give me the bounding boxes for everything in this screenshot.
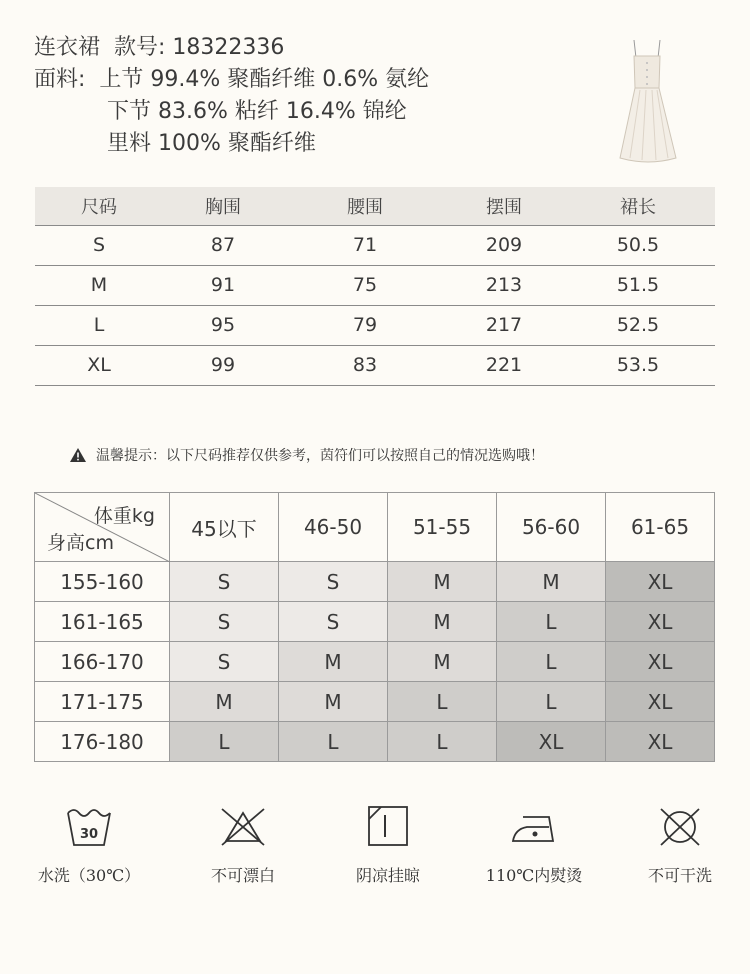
size-measurement-table bbox=[35, 187, 715, 386]
shade-dry-icon bbox=[365, 805, 411, 847]
size-cell: XL bbox=[606, 642, 715, 682]
header-waist: 腰围 bbox=[283, 187, 447, 225]
size-cell: S bbox=[170, 642, 279, 682]
size-cell: M bbox=[388, 562, 497, 602]
no-dry-clean-icon bbox=[657, 805, 703, 847]
iron-110-icon bbox=[509, 805, 559, 847]
care-item-bleach bbox=[193, 805, 293, 886]
dress-image bbox=[612, 38, 688, 166]
warning-icon bbox=[70, 448, 86, 462]
height-range: 171-175 bbox=[35, 682, 170, 722]
care-instructions bbox=[0, 805, 750, 895]
table-cell: 221 bbox=[447, 345, 561, 385]
table-row bbox=[35, 602, 715, 642]
table-cell: 52.5 bbox=[561, 305, 715, 345]
table-cell: L bbox=[35, 305, 163, 345]
size-cell: M bbox=[279, 682, 388, 722]
care-item-dryclean bbox=[630, 805, 730, 886]
table-row bbox=[35, 345, 715, 385]
size-cell: S bbox=[279, 602, 388, 642]
wash-30-icon bbox=[66, 805, 112, 847]
tip-text: 温馨提示：以下尺码推荐仅供参考，茵符们可以按照自己的情况选购哦！ bbox=[96, 448, 544, 464]
header-length: 裙长 bbox=[561, 187, 715, 225]
table-cell: 51.5 bbox=[561, 265, 715, 305]
header-size: 尺码 bbox=[35, 187, 163, 225]
table-cell: 79 bbox=[283, 305, 447, 345]
table-cell: 50.5 bbox=[561, 225, 715, 265]
weight-range: 56-60 bbox=[497, 493, 606, 562]
care-item-wash bbox=[34, 805, 144, 886]
height-range: 176-180 bbox=[35, 722, 170, 762]
fabric-row bbox=[34, 64, 429, 96]
care-label: 水洗（30℃） bbox=[37, 866, 141, 885]
weight-header-row bbox=[35, 493, 715, 562]
table-cell: 87 bbox=[163, 225, 283, 265]
weight-range: 46-50 bbox=[279, 493, 388, 562]
height-range: 166-170 bbox=[35, 642, 170, 682]
size-cell: XL bbox=[606, 562, 715, 602]
size-cell: L bbox=[497, 642, 606, 682]
size-cell: S bbox=[170, 562, 279, 602]
table-cell: 71 bbox=[283, 225, 447, 265]
size-cell: L bbox=[497, 682, 606, 722]
height-axis-label: 身高cm bbox=[47, 532, 114, 554]
size-cell: L bbox=[497, 602, 606, 642]
size-cell: M bbox=[388, 602, 497, 642]
size-recommendation-table bbox=[34, 492, 715, 762]
size-cell: M bbox=[388, 642, 497, 682]
size-cell: L bbox=[388, 682, 497, 722]
table-row bbox=[35, 682, 715, 722]
table-cell: 217 bbox=[447, 305, 561, 345]
weight-range: 61-65 bbox=[606, 493, 715, 562]
table-row bbox=[35, 722, 715, 762]
size-cell: L bbox=[279, 722, 388, 762]
care-item-dry bbox=[338, 805, 438, 886]
fabric-lower: 下节 83.6% 粘纤 16.4% 锦纶 bbox=[107, 99, 407, 124]
table-cell: S bbox=[35, 225, 163, 265]
size-cell: M bbox=[279, 642, 388, 682]
size-cell: XL bbox=[497, 722, 606, 762]
table-row bbox=[35, 642, 715, 682]
fabric-label: 面料: bbox=[34, 67, 86, 92]
style-number: 款号: 18322336 bbox=[114, 35, 285, 60]
table-cell: 209 bbox=[447, 225, 561, 265]
title-row bbox=[34, 32, 429, 64]
care-label: 不可干洗 bbox=[647, 866, 712, 885]
wash-temp-text: 30 bbox=[79, 827, 99, 842]
care-label: 阴凉挂晾 bbox=[355, 866, 420, 885]
table-cell: 53.5 bbox=[561, 345, 715, 385]
header-hem: 摆围 bbox=[447, 187, 561, 225]
height-range: 161-165 bbox=[35, 602, 170, 642]
tip-note bbox=[70, 445, 544, 465]
size-cell: M bbox=[497, 562, 606, 602]
table-cell: 91 bbox=[163, 265, 283, 305]
table-row bbox=[35, 305, 715, 345]
table-cell: M bbox=[35, 265, 163, 305]
header-bust: 胸围 bbox=[163, 187, 283, 225]
table-cell: 75 bbox=[283, 265, 447, 305]
care-label: 110℃内熨烫 bbox=[485, 866, 583, 885]
size-cell: S bbox=[170, 602, 279, 642]
size-cell: XL bbox=[606, 602, 715, 642]
no-bleach-icon bbox=[220, 805, 266, 847]
weight-axis-label: 体重kg bbox=[93, 505, 155, 527]
table-cell: 213 bbox=[447, 265, 561, 305]
size-cell: XL bbox=[606, 682, 715, 722]
fabric-upper: 上节 99.4% 聚酯纤维 0.6% 氨纶 bbox=[99, 67, 430, 92]
table-cell: 95 bbox=[163, 305, 283, 345]
table-row bbox=[35, 225, 715, 265]
product-spec bbox=[34, 32, 429, 160]
height-range: 155-160 bbox=[35, 562, 170, 602]
care-label: 不可漂白 bbox=[210, 866, 275, 885]
size-cell: L bbox=[388, 722, 497, 762]
table-row bbox=[35, 265, 715, 305]
table-header-row bbox=[35, 187, 715, 225]
table-cell: XL bbox=[35, 345, 163, 385]
size-cell: M bbox=[170, 682, 279, 722]
table-row bbox=[35, 562, 715, 602]
care-item-iron bbox=[478, 805, 590, 886]
table-cell: 83 bbox=[283, 345, 447, 385]
corner-header bbox=[35, 493, 170, 562]
size-cell: L bbox=[170, 722, 279, 762]
size-cell: XL bbox=[606, 722, 715, 762]
table-cell: 99 bbox=[163, 345, 283, 385]
lining: 里料 100% 聚酯纤维 bbox=[107, 131, 316, 156]
weight-range: 45以下 bbox=[170, 493, 279, 562]
category-name: 连衣裙 bbox=[34, 35, 101, 60]
size-cell: S bbox=[279, 562, 388, 602]
weight-range: 51-55 bbox=[388, 493, 497, 562]
